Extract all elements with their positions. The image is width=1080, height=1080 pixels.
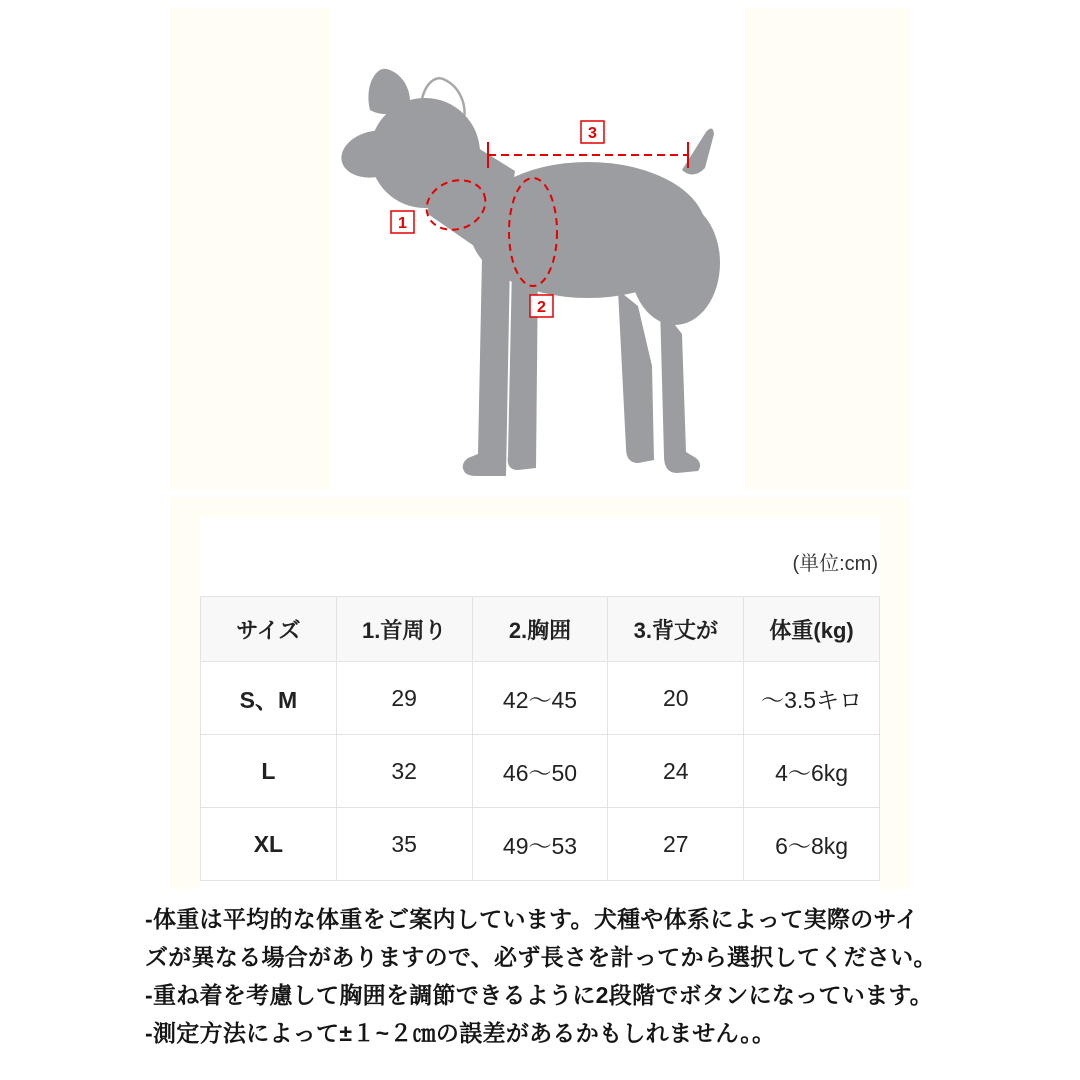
table-header-row [201,597,880,662]
table-header-weight: 体重(kg) [744,597,880,662]
table-cell: 20 [608,662,744,735]
label-1: 1 [398,215,407,232]
table-header-neck: 1.首周り [336,597,472,662]
table-cell: 32 [336,735,472,808]
table-cell: XL [201,808,337,881]
table-cell: 35 [336,808,472,881]
table-header-size: サイズ [201,597,337,662]
table-row [201,662,880,735]
label-3: 3 [588,125,597,142]
table-cell: L [201,735,337,808]
table-header-back: 3.背丈が [608,597,744,662]
table-cell: 27 [608,808,744,881]
note-layering: -重ね着を考慮して胸囲を調節できるように2段階でボタンになっています。 [145,982,934,1008]
table-row [201,735,880,808]
table-cell: 42〜45 [472,662,608,735]
table-cell: 46〜50 [472,735,608,808]
table-row [201,808,880,881]
size-table [200,596,880,881]
size-diagram [330,8,745,490]
table-cell: 29 [336,662,472,735]
unit-label: (単位:cm) [792,553,878,575]
table-cell: 〜3.5キロ [744,662,880,735]
table-cell: 4〜6kg [744,735,880,808]
table-cell: 6〜8kg [744,808,880,881]
dog-silhouette [337,69,720,476]
size-table-section [200,517,880,889]
table-cell: S、M [201,662,337,735]
note-tolerance: -測定方法によって±１~２㎝の誤差があるかもしれません。。 [145,1020,776,1046]
table-header-chest: 2.胸囲 [472,597,608,662]
label-2: 2 [537,299,546,316]
table-cell: 24 [608,735,744,808]
table-cell: 49〜53 [472,808,608,881]
dog-measurement-diagram [330,8,745,490]
notes [145,900,940,1052]
note-weight: -体重は平均的な体重をご案内しています。犬種や体系によって実際のサイズが異なる場合がありますので、必ず長さを計ってから選択してください。 [145,906,937,970]
